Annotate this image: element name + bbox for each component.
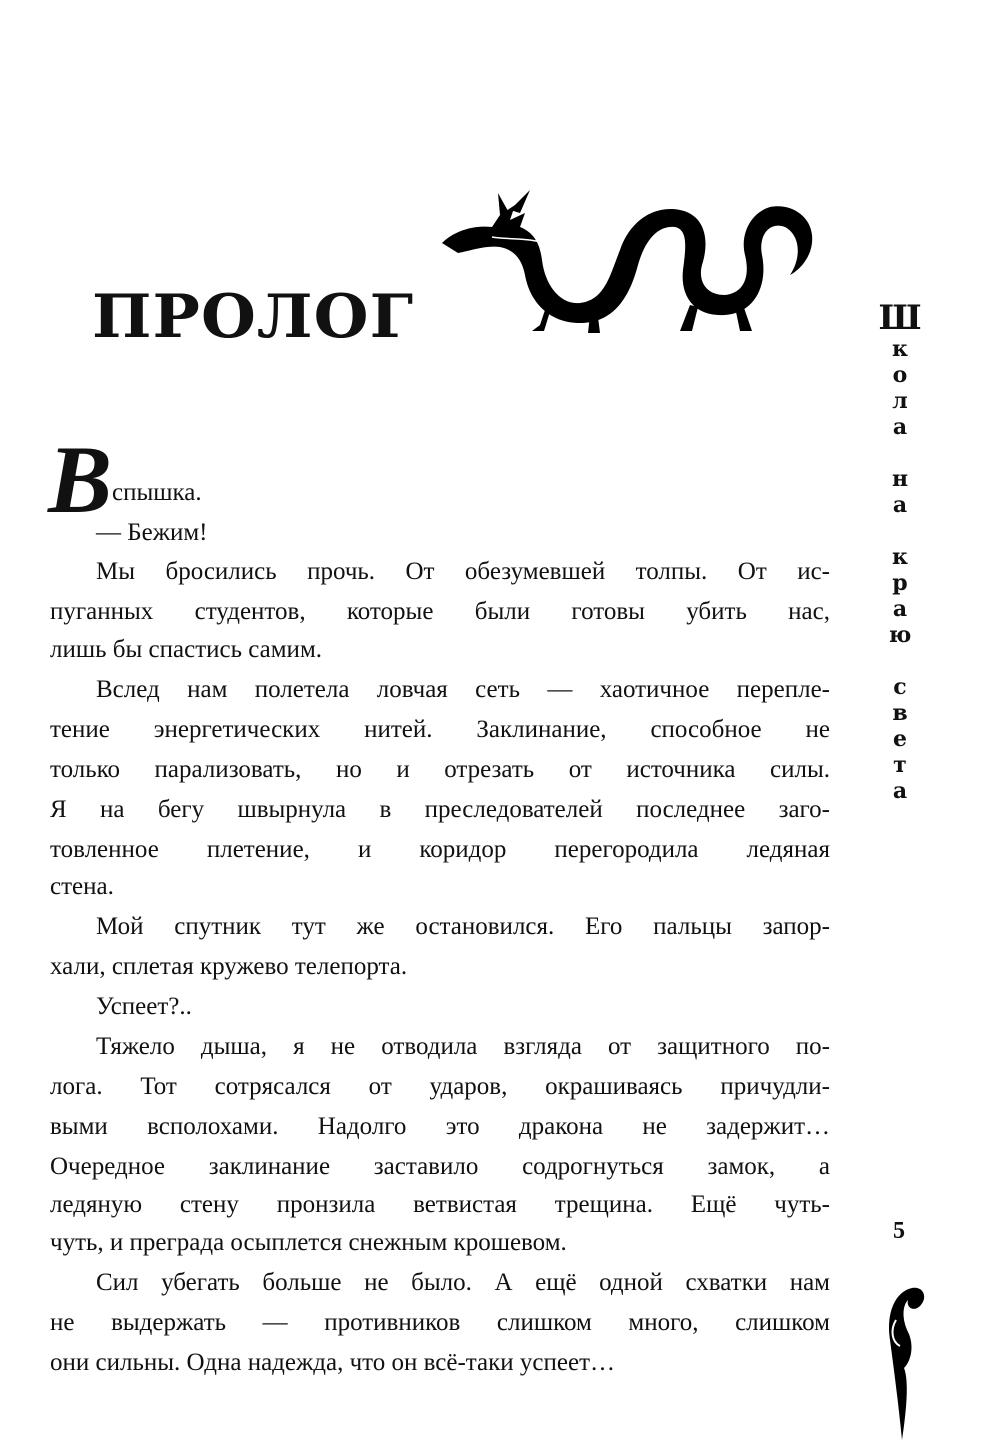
running-title-letter: к xyxy=(892,544,908,570)
text-line: — Бежим! xyxy=(96,519,208,546)
text-line: Я на бегу швырнула в преследователей последнее заго- xyxy=(50,796,830,823)
text-line: товленное плетение, и коридор перегородила ледяная xyxy=(50,836,830,863)
running-title-letter: к xyxy=(892,336,908,362)
drop-cap: В xyxy=(48,426,113,533)
running-title-letter: ю xyxy=(888,622,912,648)
text-line: пуганных студентов, которые были готовы убить нас, xyxy=(50,598,830,625)
text-line: выми всполохами. Надолго это дракона не задержит… xyxy=(50,1113,830,1140)
running-title-letter: с xyxy=(893,674,907,700)
text-line: ледяную стену пронзила ветвистая трещина. Ещё чуть- xyxy=(50,1191,830,1218)
running-title-letter: в xyxy=(892,700,908,726)
ornament-icon xyxy=(872,1280,932,1445)
text-line: только парализовать, но и отрезать от источника силы. xyxy=(50,756,830,783)
running-title-letter: н xyxy=(891,466,909,492)
running-title-letter: а xyxy=(892,778,908,804)
text-line: спышка. xyxy=(112,479,202,506)
text-line: тение энергетических нитей. Заклинание, способное не xyxy=(50,716,830,743)
running-title-space xyxy=(872,648,928,674)
text-line: лишь бы спастись самим. xyxy=(50,636,323,663)
running-title-letter: е xyxy=(893,726,907,752)
running-title-letter: а xyxy=(892,414,908,440)
text-line: Мой спутник тут же остановился. Его пальцы запор- xyxy=(96,913,830,940)
running-title-space xyxy=(872,518,928,544)
page-number: 5 xyxy=(893,1218,905,1244)
text-line: чуть, и преграда осыплется снежным крошевом. xyxy=(50,1229,567,1256)
text-line: Мы бросились прочь. От обезумевшей толпы. От ис- xyxy=(96,558,830,585)
text-line: стена. xyxy=(50,873,114,900)
text-line: Тяжело дыша, я не отводила взгляда от защитного по- xyxy=(96,1033,830,1060)
running-title-letter: а xyxy=(892,492,908,518)
text-line: Сил убегать больше не было. А ещё одной схватки нам xyxy=(96,1269,830,1296)
text-line: лога. Тот сотрясался от ударов, окрашиваясь причудли- xyxy=(50,1073,830,1100)
running-title-letter: л xyxy=(892,388,908,414)
running-title-space xyxy=(872,440,928,466)
text-line: Успеет?.. xyxy=(96,993,192,1020)
text-line: Вслед нам полетела ловчая сеть — хаотичное перепле- xyxy=(96,676,830,703)
dragon-illustration xyxy=(440,185,820,335)
running-title xyxy=(872,300,928,804)
running-title-letter: Ш xyxy=(878,298,922,338)
text-line: не выдержать — противников слишком много, слишком xyxy=(50,1309,830,1336)
running-title-letter: а xyxy=(892,596,908,622)
text-line: они сильны. Одна надежда, что он всё-таки успеет… xyxy=(50,1349,616,1376)
text-line: хали, сплетая кружево телепорта. xyxy=(50,953,408,980)
running-title-letter: т xyxy=(893,752,907,778)
running-title-letter: о xyxy=(892,362,908,388)
chapter-title: ПРОЛОГ xyxy=(92,282,415,352)
running-title-letter: р xyxy=(892,570,908,596)
text-line: Очередное заклинание заставило содрогнуться замок, а xyxy=(50,1153,830,1180)
